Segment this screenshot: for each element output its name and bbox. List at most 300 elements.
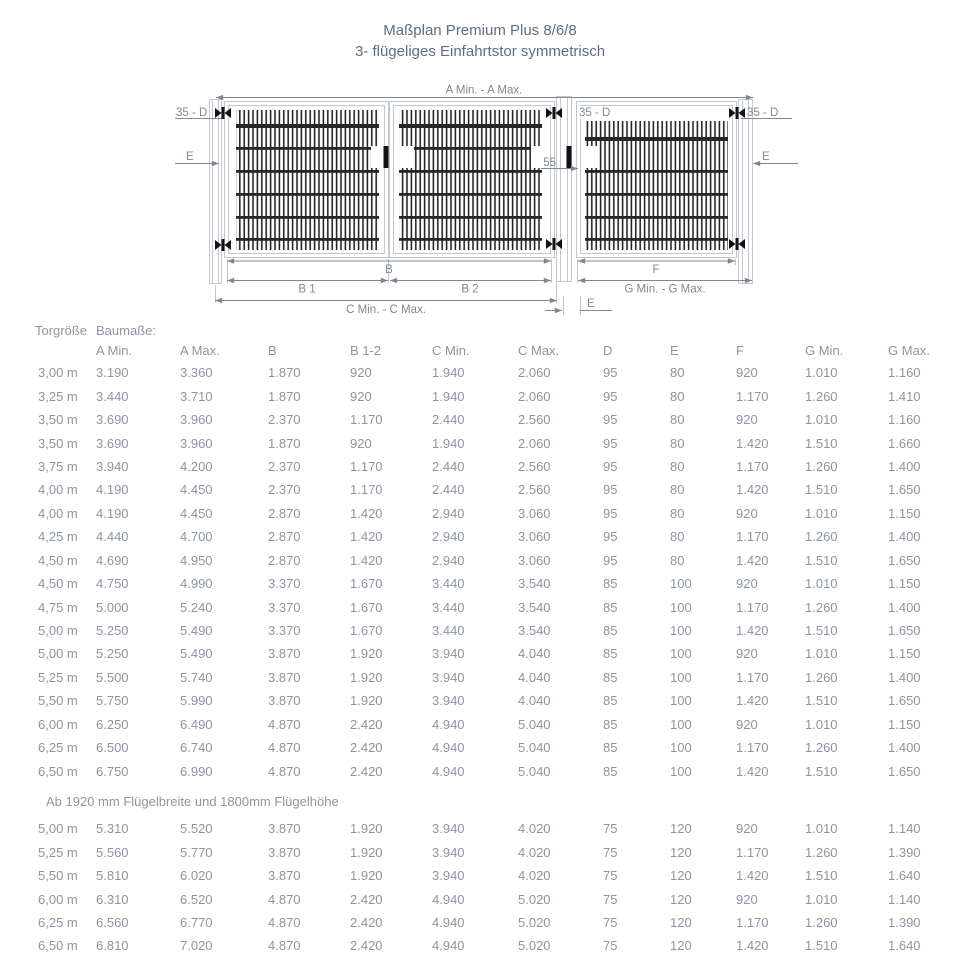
- table-cell: 80: [670, 388, 685, 404]
- table-row: [0, 619, 960, 642]
- table-cell: 5.770: [180, 844, 213, 860]
- dim-35d-middle-label: 35 - D: [579, 107, 611, 119]
- table-cell: 1.420: [350, 552, 383, 568]
- table-cell: 920: [736, 821, 758, 837]
- table-cell: 120: [670, 938, 692, 954]
- table-cell: 1.670: [350, 599, 383, 615]
- table-cell: 1.260: [805, 388, 838, 404]
- spec-table-section-2: [0, 817, 960, 958]
- table-cell: 4.190: [96, 505, 129, 521]
- table-cell: 5.250: [96, 646, 129, 662]
- table-cell: 2.420: [350, 763, 383, 779]
- dim-b1-label: B 1: [298, 283, 316, 296]
- table-cell: 4.040: [518, 646, 551, 662]
- table-cell: 4,00 m: [38, 482, 78, 498]
- table-cell: 1.390: [888, 844, 921, 860]
- table-cell: 1.170: [736, 669, 769, 685]
- table-cell: 95: [603, 458, 618, 474]
- table-cell: 2.560: [518, 458, 551, 474]
- table-cell: 3.870: [268, 646, 301, 662]
- table-cell: 2.060: [518, 388, 551, 404]
- table-cell: 3.190: [96, 365, 129, 381]
- table-cell: 120: [670, 821, 692, 837]
- table-cell: 2.940: [432, 552, 465, 568]
- table-row: [0, 478, 960, 501]
- table-row: [0, 759, 960, 782]
- table-cell: 1.420: [736, 938, 769, 954]
- table-row: [0, 911, 960, 934]
- table-cell: 4.440: [96, 529, 129, 545]
- table-cell: 5.490: [180, 646, 213, 662]
- gate-leaf-3-infill: [585, 121, 728, 250]
- table-cell: 5.240: [180, 599, 213, 615]
- table-cell: 6.750: [96, 763, 129, 779]
- table-cell: 3.870: [268, 844, 301, 860]
- table-cell: 3.690: [96, 412, 129, 428]
- table-cell: 1.660: [888, 435, 921, 451]
- table-cell: 95: [603, 412, 618, 428]
- table-cell: 2.440: [432, 412, 465, 428]
- spec-table-header: [0, 320, 960, 360]
- table-cell: E: [670, 342, 679, 358]
- table-cell: 100: [670, 576, 692, 592]
- table-cell: 85: [603, 693, 618, 709]
- table-cell: 1.260: [805, 740, 838, 756]
- table-cell: B 1-2: [350, 342, 382, 358]
- table-cell: 3.940: [432, 844, 465, 860]
- table-cell: 4,50 m: [38, 552, 78, 568]
- table-cell: 920: [736, 891, 758, 907]
- table-cell: 1.650: [888, 763, 921, 779]
- table-cell: 7.020: [180, 938, 213, 954]
- table-cell: 3.940: [432, 821, 465, 837]
- table-cell: 2.420: [350, 938, 383, 954]
- table-cell: 4,75 m: [38, 599, 78, 615]
- gate-dimension-diagram: [0, 78, 960, 318]
- table-cell: 1.260: [805, 844, 838, 860]
- table-cell: 6,50 m: [38, 763, 78, 779]
- table-cell: 85: [603, 646, 618, 662]
- table-cell: 3.690: [96, 435, 129, 451]
- table-cell: 1.650: [888, 693, 921, 709]
- table-cell: 1.160: [888, 365, 921, 381]
- table-cell: 85: [603, 669, 618, 685]
- table-cell: F: [736, 342, 744, 358]
- table-cell: 4.200: [180, 458, 213, 474]
- table-cell: 6.250: [96, 716, 129, 732]
- table-cell: 4.040: [518, 669, 551, 685]
- table-cell: 4.690: [96, 552, 129, 568]
- dim-b-label: B: [385, 264, 393, 276]
- table-cell: 1.920: [350, 844, 383, 860]
- table-cell: 3.440: [96, 388, 129, 404]
- table-cell: 1.920: [350, 693, 383, 709]
- table-row: [0, 320, 960, 340]
- table-cell: 6,50 m: [38, 938, 78, 954]
- table-row: [0, 736, 960, 759]
- table-cell: 1.870: [268, 365, 301, 381]
- table-cell: A Min.: [96, 342, 133, 358]
- gate-leaf-2-infill: [399, 110, 542, 250]
- table-cell: 3,00 m: [38, 365, 78, 381]
- table-cell: 5.490: [180, 623, 213, 639]
- table-cell: 6.310: [96, 891, 129, 907]
- table-cell: 1.420: [350, 529, 383, 545]
- table-cell: 80: [670, 529, 685, 545]
- table-cell: 5.310: [96, 821, 129, 837]
- table-cell: 4.870: [268, 716, 301, 732]
- table-cell: 1.150: [888, 646, 921, 662]
- table-cell: 6.810: [96, 938, 129, 954]
- table-cell: C Min.: [432, 342, 470, 358]
- table-cell: 4.940: [432, 716, 465, 732]
- table-row: [0, 361, 960, 384]
- table-row: [0, 572, 960, 595]
- table-cell: 1.010: [805, 646, 838, 662]
- table-cell: 1.510: [805, 435, 838, 451]
- table-cell: B: [268, 342, 277, 358]
- table-cell: 4.870: [268, 938, 301, 954]
- table-cell: 1.510: [805, 623, 838, 639]
- table-cell: 120: [670, 868, 692, 884]
- table-cell: 5.040: [518, 716, 551, 732]
- table-cell: 2.560: [518, 482, 551, 498]
- table-cell: 1.410: [888, 388, 921, 404]
- table-cell: 4.940: [432, 740, 465, 756]
- table-cell: 1.170: [736, 914, 769, 930]
- table-cell: 920: [736, 576, 758, 592]
- table-cell: 1.420: [736, 868, 769, 884]
- dim-e-bottom-label: E: [587, 298, 595, 310]
- table-row: [0, 384, 960, 407]
- table-cell: 3.060: [518, 552, 551, 568]
- table-cell: 5,25 m: [38, 844, 78, 860]
- table-row: [0, 525, 960, 548]
- table-cell: 1.510: [805, 552, 838, 568]
- table-cell: 3.940: [96, 458, 129, 474]
- table-row: [0, 549, 960, 572]
- dim-35d-right-label: 35 - D: [747, 107, 779, 119]
- table-cell: 2.940: [432, 505, 465, 521]
- table-cell: 1.510: [805, 763, 838, 779]
- table-cell: 100: [670, 693, 692, 709]
- table-cell: 1.400: [888, 529, 921, 545]
- table-cell: 3.870: [268, 821, 301, 837]
- table-cell: 3.060: [518, 529, 551, 545]
- table-cell: 2.370: [268, 482, 301, 498]
- table-cell: 4.990: [180, 576, 213, 592]
- table-cell: 1.170: [736, 388, 769, 404]
- table-cell: 6,00 m: [38, 891, 78, 907]
- middle-post-latch-bar: [567, 146, 572, 168]
- table-cell: 1.170: [736, 844, 769, 860]
- table-cell: 85: [603, 763, 618, 779]
- table-cell: 6.740: [180, 740, 213, 756]
- table-cell: 2.060: [518, 365, 551, 381]
- table-cell: 2.420: [350, 914, 383, 930]
- title-line-2: 3- flügeliges Einfahrtstor symmetrisch: [354, 43, 606, 60]
- table-cell: 920: [350, 365, 372, 381]
- table-cell: 5,50 m: [38, 868, 78, 884]
- table-cell: 920: [350, 388, 372, 404]
- center-latch-bar: [384, 146, 389, 168]
- table-cell: 5,00 m: [38, 821, 78, 837]
- table-cell: G Max.: [888, 342, 930, 358]
- table-cell: 75: [603, 938, 618, 954]
- table-cell: 3.940: [432, 646, 465, 662]
- table-cell: 85: [603, 599, 618, 615]
- table-cell: 4.870: [268, 914, 301, 930]
- table-cell: 3.370: [268, 576, 301, 592]
- table-row: [0, 864, 960, 887]
- table-cell: 3.870: [268, 669, 301, 685]
- table-cell: 1.170: [736, 529, 769, 545]
- table-cell: 3.440: [432, 576, 465, 592]
- table-cell: 6.020: [180, 868, 213, 884]
- dim-e-left-label: E: [186, 151, 194, 163]
- table-cell: 1.140: [888, 821, 921, 837]
- table-row: [0, 431, 960, 454]
- table-cell: Baumaße:: [96, 322, 156, 338]
- table-cell: 3.870: [268, 868, 301, 884]
- table-cell: 1.010: [805, 412, 838, 428]
- table-cell: 4.450: [180, 482, 213, 498]
- table-cell: 1.010: [805, 505, 838, 521]
- table-cell: 4.040: [518, 693, 551, 709]
- table-cell: 4.020: [518, 821, 551, 837]
- table-cell: 1.510: [805, 693, 838, 709]
- table-cell: 6,25 m: [38, 740, 78, 756]
- table-cell: G Min.: [805, 342, 844, 358]
- table-cell: 5.990: [180, 693, 213, 709]
- table-cell: 2.370: [268, 412, 301, 428]
- table-cell: 1.920: [350, 821, 383, 837]
- table-cell: 5,50 m: [38, 693, 78, 709]
- table-cell: 4.950: [180, 552, 213, 568]
- table-cell: 3.960: [180, 435, 213, 451]
- table-cell: 85: [603, 740, 618, 756]
- table-cell: 1.260: [805, 914, 838, 930]
- table-cell: 120: [670, 914, 692, 930]
- table-cell: 6.990: [180, 763, 213, 779]
- table-cell: 4.700: [180, 529, 213, 545]
- table-row: [0, 887, 960, 910]
- table-cell: 5.750: [96, 693, 129, 709]
- table-cell: 80: [670, 552, 685, 568]
- table-cell: 1.510: [805, 938, 838, 954]
- table-row: [0, 455, 960, 478]
- table-cell: 5.810: [96, 868, 129, 884]
- table-cell: 1.390: [888, 914, 921, 930]
- table-cell: 1.420: [736, 693, 769, 709]
- table-row: [0, 934, 960, 957]
- table-cell: 6.770: [180, 914, 213, 930]
- table-cell: 2.420: [350, 716, 383, 732]
- table-cell: 1.170: [350, 482, 383, 498]
- table-cell: 920: [736, 412, 758, 428]
- table-cell: 1.650: [888, 623, 921, 639]
- table-row: [0, 666, 960, 689]
- page-title: [0, 20, 960, 62]
- table-cell: 3.960: [180, 412, 213, 428]
- table-cell: 3,50 m: [38, 412, 78, 428]
- table-cell: 1.670: [350, 576, 383, 592]
- table-cell: 5.520: [180, 821, 213, 837]
- table-cell: 1.420: [736, 623, 769, 639]
- table-cell: 1.400: [888, 599, 921, 615]
- table-cell: 4.940: [432, 938, 465, 954]
- table-cell: 95: [603, 365, 618, 381]
- table-cell: 6.500: [96, 740, 129, 756]
- table-cell: 1.420: [350, 505, 383, 521]
- table-cell: 1.160: [888, 412, 921, 428]
- table-row: [0, 840, 960, 863]
- table-cell: 3,25 m: [38, 388, 78, 404]
- table-cell: 95: [603, 482, 618, 498]
- dim-55-label: 55: [543, 157, 556, 169]
- table-cell: 4.020: [518, 844, 551, 860]
- table-cell: 5.020: [518, 891, 551, 907]
- table-cell: 2.060: [518, 435, 551, 451]
- table-cell: 75: [603, 891, 618, 907]
- table-cell: 4.870: [268, 763, 301, 779]
- table-cell: 1.400: [888, 458, 921, 474]
- table-cell: 5.500: [96, 669, 129, 685]
- table-cell: 80: [670, 482, 685, 498]
- dim-a-label: A Min. - A Max.: [445, 84, 523, 97]
- table-row: [0, 642, 960, 665]
- gate-leaf-1-infill: [236, 110, 380, 250]
- table-cell: 920: [736, 716, 758, 732]
- table-cell: 1.920: [350, 868, 383, 884]
- table-row: [0, 595, 960, 618]
- table-cell: 1.940: [432, 365, 465, 381]
- table-cell: 920: [736, 365, 758, 381]
- table-cell: 4.940: [432, 914, 465, 930]
- table-cell: 2.420: [350, 891, 383, 907]
- table-cell: 1.260: [805, 458, 838, 474]
- table-cell: 5.040: [518, 763, 551, 779]
- table-cell: 80: [670, 505, 685, 521]
- table-cell: 4.870: [268, 740, 301, 756]
- table-cell: 100: [670, 740, 692, 756]
- table-cell: 75: [603, 844, 618, 860]
- table-cell: 3,75 m: [38, 458, 78, 474]
- table-cell: 1.170: [736, 458, 769, 474]
- table-cell: 100: [670, 623, 692, 639]
- table-cell: 1.260: [805, 669, 838, 685]
- table-cell: 5.250: [96, 623, 129, 639]
- table-cell: 3.440: [432, 623, 465, 639]
- table-cell: 3.940: [432, 669, 465, 685]
- table-cell: 95: [603, 388, 618, 404]
- table-cell: 4.450: [180, 505, 213, 521]
- table-cell: 95: [603, 435, 618, 451]
- table-cell: 1.170: [350, 412, 383, 428]
- table-cell: 4,25 m: [38, 529, 78, 545]
- table-cell: 1.870: [268, 435, 301, 451]
- table-cell: 5.740: [180, 669, 213, 685]
- table-cell: 1.670: [350, 623, 383, 639]
- table-cell: 3,50 m: [38, 435, 78, 451]
- table-cell: 4.190: [96, 482, 129, 498]
- table-cell: 100: [670, 669, 692, 685]
- table-cell: 1.920: [350, 669, 383, 685]
- table-cell: 3.360: [180, 365, 213, 381]
- table-row: [0, 713, 960, 736]
- table-cell: Torgröße: [35, 322, 88, 338]
- table-cell: 95: [603, 529, 618, 545]
- table-cell: 2.560: [518, 412, 551, 428]
- table-cell: 1.150: [888, 576, 921, 592]
- table-cell: 1.170: [736, 599, 769, 615]
- table-row: [0, 340, 960, 360]
- table-cell: 6.490: [180, 716, 213, 732]
- table-cell: 4,00 m: [38, 505, 78, 521]
- title-line-1: Maßplan Premium Plus 8/6/8: [383, 22, 577, 39]
- table-cell: 2.870: [268, 552, 301, 568]
- table-cell: 2.370: [268, 458, 301, 474]
- table-cell: 2.440: [432, 482, 465, 498]
- table-cell: 2.870: [268, 529, 301, 545]
- table-cell: 2.940: [432, 529, 465, 545]
- table-cell: 4.020: [518, 868, 551, 884]
- table-cell: 1.260: [805, 599, 838, 615]
- table-cell: 100: [670, 646, 692, 662]
- left-post: [210, 100, 222, 284]
- table-cell: 6,25 m: [38, 914, 78, 930]
- table-cell: 1.650: [888, 552, 921, 568]
- table-cell: 85: [603, 716, 618, 732]
- table-row: [0, 817, 960, 840]
- table-cell: 3.540: [518, 576, 551, 592]
- table-cell: 95: [603, 505, 618, 521]
- table-cell: 85: [603, 623, 618, 639]
- table-cell: 80: [670, 365, 685, 381]
- table-cell: 6.560: [96, 914, 129, 930]
- table-cell: 1.170: [736, 740, 769, 756]
- table-cell: 5.040: [518, 740, 551, 756]
- table-cell: 4.870: [268, 891, 301, 907]
- table-cell: 3.940: [432, 693, 465, 709]
- table-cell: 1.010: [805, 716, 838, 732]
- table-cell: D: [603, 342, 613, 358]
- dim-e-right-label: E: [762, 151, 770, 163]
- table-cell: 3.870: [268, 693, 301, 709]
- table-cell: 6.520: [180, 891, 213, 907]
- table-cell: 95: [603, 552, 618, 568]
- table-cell: 3.370: [268, 623, 301, 639]
- table-cell: 120: [670, 891, 692, 907]
- table-cell: 3.710: [180, 388, 213, 404]
- table-cell: 920: [736, 505, 758, 521]
- table-cell: 1.420: [736, 435, 769, 451]
- table-cell: 4.940: [432, 763, 465, 779]
- table-cell: 5,25 m: [38, 669, 78, 685]
- table-cell: 3.440: [432, 599, 465, 615]
- table-cell: 100: [670, 716, 692, 732]
- table-cell: 6,00 m: [38, 716, 78, 732]
- table-cell: 1.650: [888, 482, 921, 498]
- table-cell: 1.010: [805, 821, 838, 837]
- table-cell: 1.420: [736, 763, 769, 779]
- table-cell: 100: [670, 599, 692, 615]
- table-cell: 1.010: [805, 365, 838, 381]
- table-cell: 80: [670, 458, 685, 474]
- table-cell: 1.400: [888, 669, 921, 685]
- dim-35d-left-label: 35 - D: [176, 107, 208, 119]
- table-cell: 75: [603, 868, 618, 884]
